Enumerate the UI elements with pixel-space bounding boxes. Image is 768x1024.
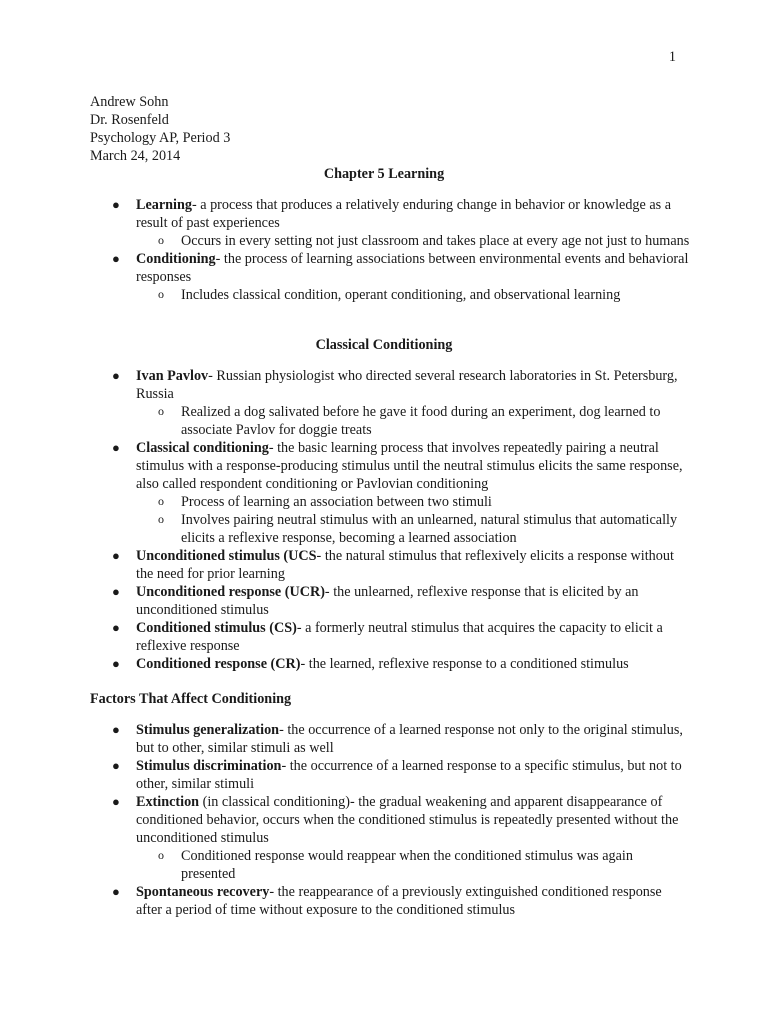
bullet-icon: ● — [112, 197, 120, 212]
list-item — [90, 250, 690, 286]
bullet-icon: ● — [112, 251, 120, 266]
definition: - Russian physiologist who directed several research laboratories in St. Petersburg, Russia — [136, 368, 678, 402]
list-item — [90, 196, 690, 232]
document-date: March 24, 2014 — [90, 148, 181, 164]
sub-text: Involves pairing neutral stimulus with an unlearned, natural stimulus that automatically elicits a reflexive response, becoming a learned association — [181, 512, 678, 546]
circle-bullet-icon: o — [158, 848, 164, 862]
sub-text: Conditioned response would reappear when the conditioned stimulus was again presented — [181, 848, 633, 882]
circle-bullet-icon: o — [158, 233, 164, 247]
definition: - a formerly neutral stimulus that acquires the capacity to elicit a reflexive response — [136, 620, 663, 654]
teacher-name: Dr. Rosenfeld — [90, 112, 169, 128]
page-number: 1 — [668, 49, 676, 65]
definition: - a process that produces a relatively enduring change in behavior or knowledge as a result of past experiences — [136, 197, 672, 231]
term: Conditioned response (CR) — [136, 656, 301, 672]
term: Unconditioned response (UCR) — [136, 584, 325, 600]
term: Conditioning — [136, 251, 216, 267]
sub-text: Process of learning an association between two stimuli — [181, 494, 492, 510]
course-name: Psychology AP, Period 3 — [90, 130, 231, 146]
sub-text: Occurs in every setting not just classroom and takes place at every age not just to humans — [181, 233, 690, 249]
bullet-icon: ● — [112, 794, 120, 809]
sub-list-item — [90, 493, 690, 511]
section-learning-list — [90, 196, 690, 304]
sub-text: Realized a dog salivated before he gave it food during an experiment, dog learned to associate Pavlov for doggie treats — [181, 404, 661, 438]
term: Classical conditioning — [136, 440, 269, 456]
definition: - the occurrence of a learned response to a specific stimulus, but not to other, similar stimuli — [136, 758, 682, 792]
list-item — [90, 757, 690, 793]
list-item — [90, 547, 690, 583]
bullet-icon: ● — [112, 368, 120, 383]
list-item — [90, 655, 690, 673]
term: Ivan Pavlov — [136, 368, 209, 384]
document-header — [90, 93, 230, 165]
circle-bullet-icon: o — [158, 287, 164, 301]
section-factors-list — [90, 721, 690, 919]
list-item — [90, 721, 690, 757]
section-title-factors: Factors That Affect Conditioning — [90, 691, 292, 707]
definition: - the unlearned, reflexive response that is elicited by an unconditioned stimulus — [136, 584, 639, 618]
sub-list-item — [90, 847, 690, 883]
term: Unconditioned stimulus (UCS — [136, 548, 317, 564]
bullet-icon: ● — [112, 548, 120, 563]
sub-list-item — [90, 286, 690, 304]
term: Stimulus generalization — [136, 722, 280, 738]
chapter-title: Chapter 5 Learning — [323, 166, 445, 182]
list-item — [90, 619, 690, 655]
term: Stimulus discrimination — [136, 758, 282, 774]
bullet-icon: ● — [112, 884, 120, 899]
definition: - the process of learning associations between environmental events and behavioral responses — [136, 251, 689, 285]
sub-list-item — [90, 511, 690, 547]
circle-bullet-icon: o — [158, 494, 164, 508]
author-name: Andrew Sohn — [90, 94, 169, 110]
list-item — [90, 367, 690, 403]
sub-list-item — [90, 232, 690, 250]
list-item — [90, 793, 690, 847]
list-item — [90, 883, 690, 919]
circle-bullet-icon: o — [158, 404, 164, 418]
definition: - the occurrence of a learned response not only to the original stimulus, but to other, similar stimuli as well — [136, 722, 683, 756]
definition: (in classical conditioning)- the gradual weakening and apparent disappearance of conditioned behavior, occurs when the conditioned stimulus is repeatedly presented without the unconditioned stimulus — [136, 794, 679, 846]
sub-text: Includes classical condition, operant conditioning, and observational learning — [181, 287, 621, 303]
bullet-icon: ● — [112, 758, 120, 773]
list-item — [90, 583, 690, 619]
term: Learning — [136, 197, 192, 213]
bullet-icon: ● — [112, 656, 120, 671]
section-classical-list — [90, 367, 690, 673]
bullet-icon: ● — [112, 722, 120, 737]
sub-list-item — [90, 403, 690, 439]
list-item — [90, 439, 690, 493]
definition: - the learned, reflexive response to a conditioned stimulus — [300, 656, 629, 672]
bullet-icon: ● — [112, 440, 120, 455]
definition: - the basic learning process that involves repeatedly pairing a neutral stimulus with a response-producing stimulus until the neutral stimulus elicits the same response, also called respondent conditioning or Pavlovian conditioning — [136, 440, 683, 492]
section-title-classical: Classical Conditioning — [315, 337, 453, 353]
bullet-icon: ● — [112, 584, 120, 599]
definition: - the reappearance of a previously extinguished conditioned response after a period of time without exposure to the conditioned stimulus — [136, 884, 662, 918]
term: Conditioned stimulus (CS) — [136, 620, 297, 636]
term: Extinction — [136, 794, 200, 810]
bullet-icon: ● — [112, 620, 120, 635]
term: Spontaneous recovery — [136, 884, 270, 900]
definition: - the natural stimulus that reflexively elicits a response without the need for prior learning — [136, 548, 674, 582]
circle-bullet-icon: o — [158, 512, 164, 526]
